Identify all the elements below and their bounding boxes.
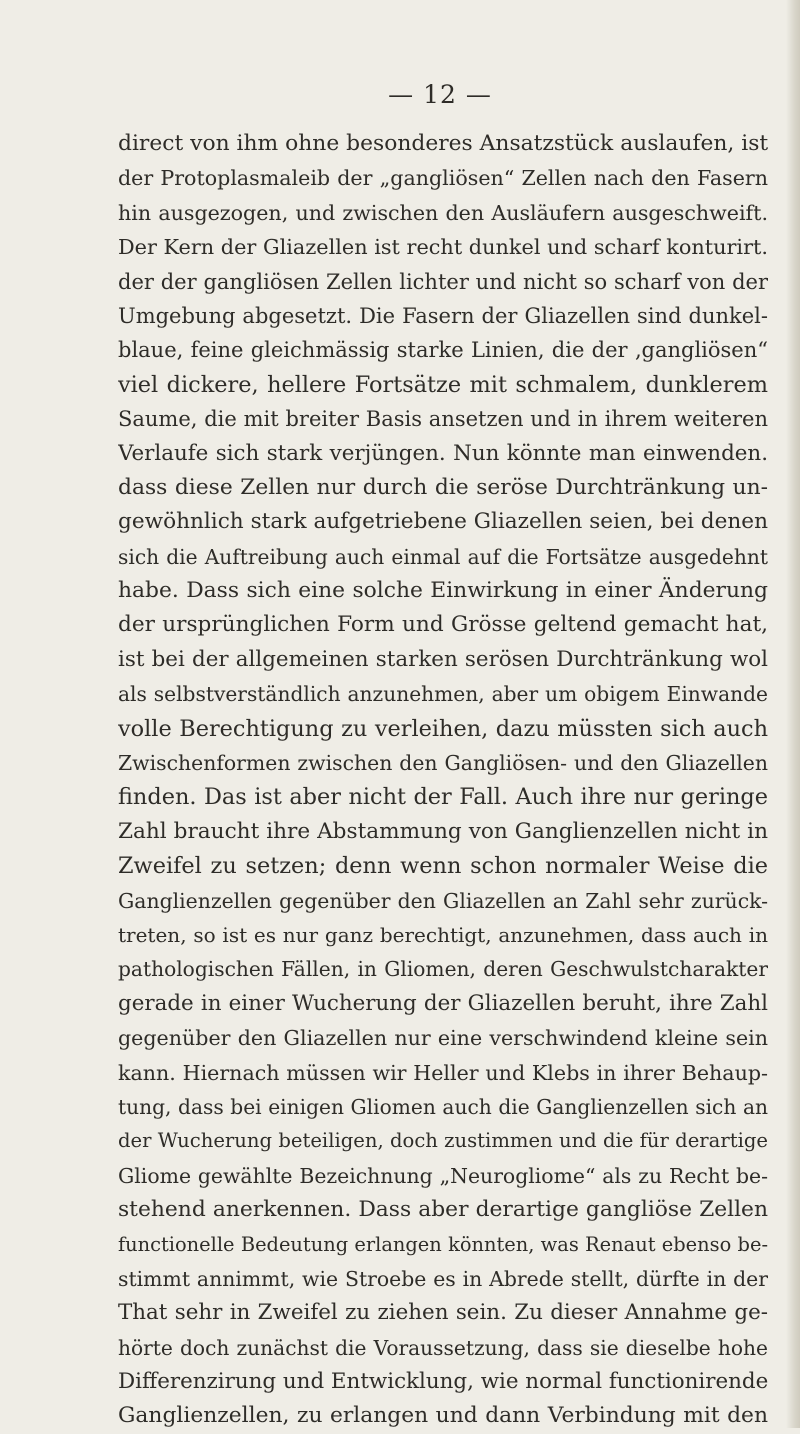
page-edge-shadow bbox=[786, 0, 800, 1428]
text-line: Saume, die mit breiter Basis ansetzen und in ihrem weiteren bbox=[118, 407, 768, 432]
text-line: Verlaufe sich stark verjüngen. Nun könnte man einwenden. bbox=[118, 440, 768, 466]
text-line: That sehr in Zweifel zu ziehen sein. Zu dieser Annahme ge- bbox=[118, 1300, 768, 1326]
text-line: functionelle Bedeutung erlangen könnten, was Renaut ebenso be- bbox=[118, 1232, 768, 1256]
text-line: kann. Hiernach müssen wir Heller und Klebs in ihrer Behaup- bbox=[118, 1060, 768, 1085]
text-line: hörte doch zunächst die Voraussetzung, dass sie dieselbe hohe bbox=[118, 1335, 768, 1360]
text-line: habe. Dass sich eine solche Einwirkung in einer Änderung bbox=[118, 578, 768, 604]
text-line: finden. Das ist aber nicht der Fall. Auch ihre nur geringe bbox=[118, 784, 768, 811]
text-line: sich die Auftreibung auch einmal auf die Fortsätze ausgedehnt bbox=[118, 544, 768, 569]
text-line: hin ausgezogen, und zwischen den Ausläufern ausgeschweift. bbox=[118, 200, 768, 225]
text-line: direct von ihm ohne besonderes Ansatzstück auslaufen, ist bbox=[118, 131, 768, 156]
text-line: der der gangliösen Zellen lichter und nicht so scharf von der bbox=[118, 269, 768, 294]
text-line: treten, so ist es nur ganz berechtigt, anzunehmen, dass auch in bbox=[118, 922, 768, 947]
text-line: blaue, feine gleichmässig starke Linien, die der ‚gangliösen“ bbox=[118, 338, 768, 363]
text-line: dass diese Zellen nur durch die seröse Durchtränkung un- bbox=[118, 474, 768, 500]
text-line: Differenzirung und Entwicklung, wie normal functionirende bbox=[118, 1369, 768, 1395]
text-line: volle Berechtigung zu verleihen, dazu müssten sich auch bbox=[118, 715, 768, 742]
text-line: stehend anerkennen. Dass aber derartige gangliöse Zellen bbox=[118, 1197, 768, 1223]
text-line: Der Kern der Gliazellen ist recht dunkel und scharf konturirt. bbox=[118, 235, 768, 260]
text-line: viel dickere, hellere Fortsätze mit schmalem, dunklerem bbox=[118, 371, 768, 398]
text-line: gegenüber den Gliazellen nur eine verschwindend kleine sein bbox=[118, 1026, 768, 1051]
text-line: gerade in einer Wucherung der Gliazellen beruht, ihre Zahl bbox=[118, 990, 768, 1016]
text-line: Ganglienzellen, zu erlangen und dann Verbindung mit den bbox=[118, 1403, 768, 1429]
text-line: gewöhnlich stark aufgetriebene Gliazellen seien, bei denen bbox=[118, 509, 768, 535]
body-text bbox=[118, 127, 768, 1434]
text-line: der Wucherung beteiligen, doch zustimmen und die für derartige bbox=[118, 1129, 768, 1153]
text-line: der ursprünglichen Form und Grösse geltend gemacht hat, bbox=[118, 612, 768, 638]
text-line: Ganglienzellen gegenüber den Gliazellen an Zahl sehr zurück- bbox=[118, 888, 768, 913]
page-number: — 12 — bbox=[388, 80, 492, 109]
text-line: als selbstverständlich anzunehmen, aber um obigem Einwande bbox=[118, 682, 768, 707]
text-line: Zwischenformen zwischen den Gangliösen- und den Gliazellen bbox=[118, 751, 768, 776]
text-line: Umgebung abgesetzt. Die Fasern der Gliazellen sind dunkel- bbox=[118, 303, 768, 328]
text-line: ist bei der allgemeinen starken serösen Durchtränkung wol bbox=[118, 646, 768, 672]
text-line: pathologischen Fällen, in Gliomen, deren Geschwulstcharakter bbox=[118, 957, 768, 982]
text-line: Zweifel zu setzen; denn wenn schon normaler Weise die bbox=[118, 853, 768, 880]
text-line: der Protoplasmaleib der „gangliösen“ Zellen nach den Fasern bbox=[118, 166, 768, 191]
text-line: Gliome gewählte Bezeichnung „Neurogliome“ als zu Recht be- bbox=[118, 1163, 768, 1188]
text-line: Zahl braucht ihre Abstammung von Ganglienzellen nicht in bbox=[118, 818, 768, 844]
text-line: tung, dass bei einigen Gliomen auch die Ganglienzellen sich an bbox=[118, 1094, 768, 1119]
text-line: stimmt annimmt, wie Stroebe es in Abrede stellt, dürfte in der bbox=[118, 1266, 768, 1291]
